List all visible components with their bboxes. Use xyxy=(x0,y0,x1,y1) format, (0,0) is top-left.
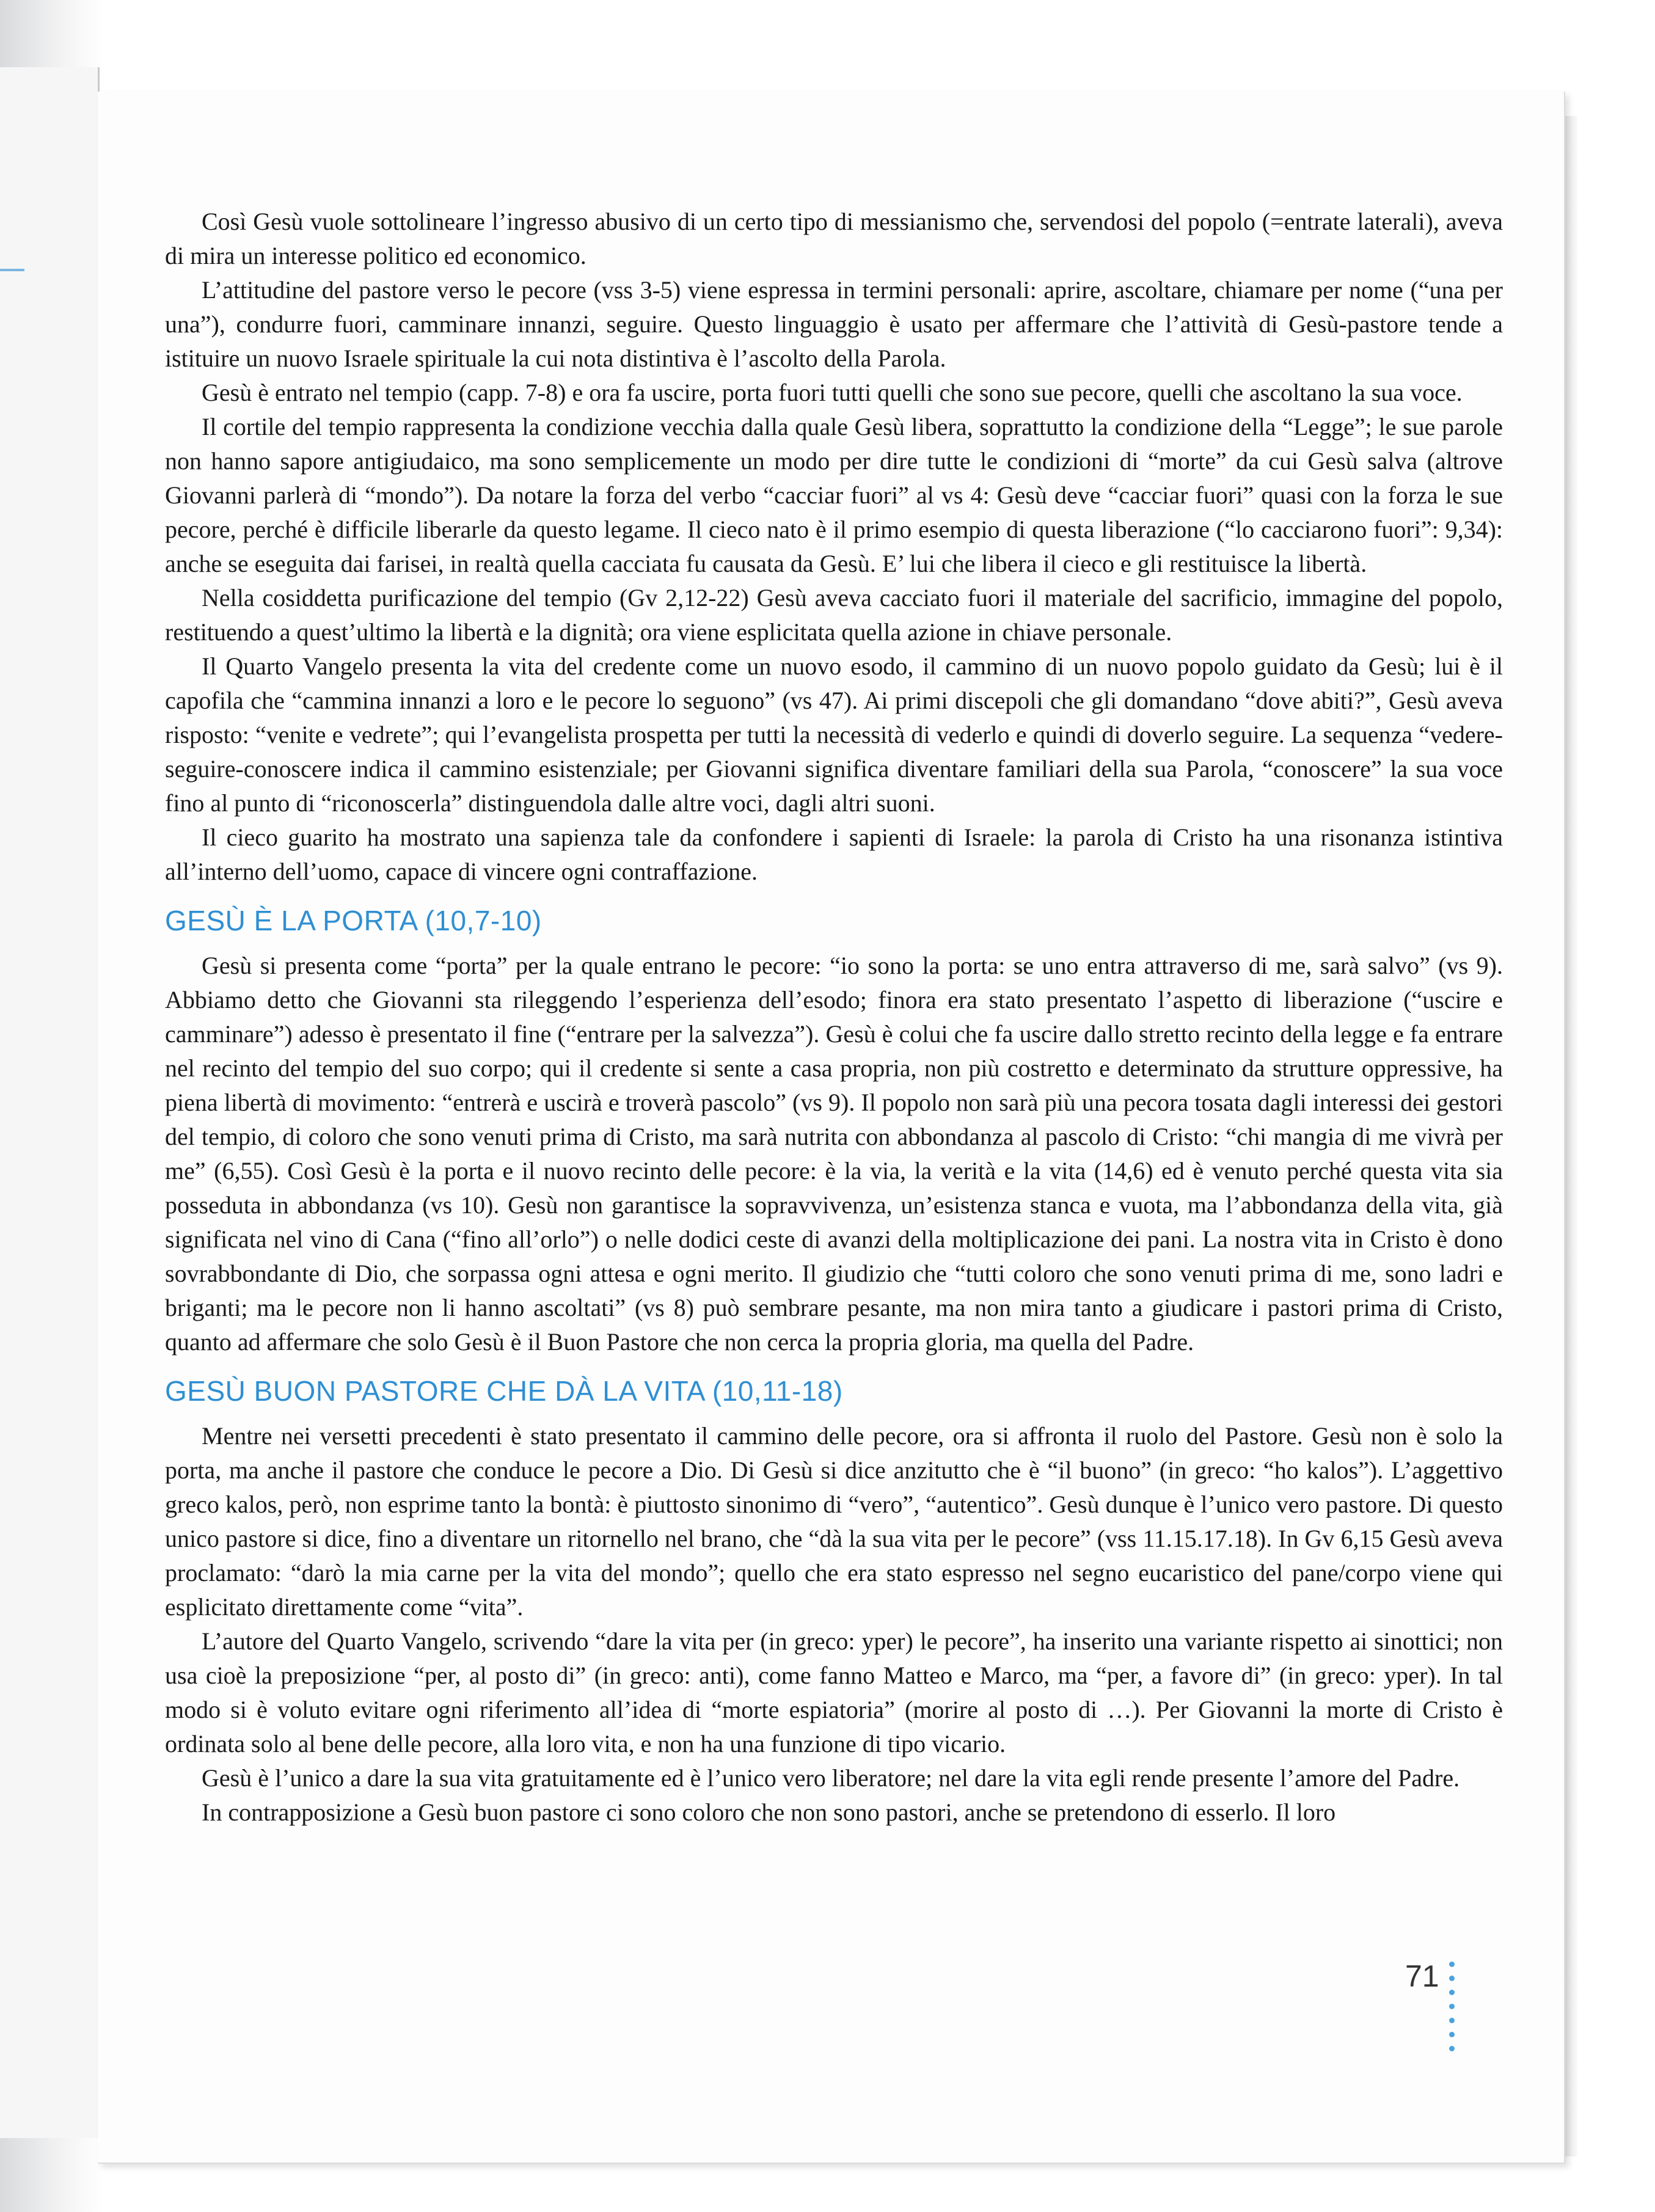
ornament-dot xyxy=(1449,2004,1455,2009)
paragraph: Gesù è entrato nel tempio (capp. 7-8) e ora fa uscire, porta fuori tutti quelli che sono sue pecore, quelli che ascoltano la sua voce. xyxy=(202,379,1463,406)
page-number: 71 xyxy=(1405,1959,1439,1993)
paragraph: Il cieco guarito ha mostrato una sapienza tale da confondere i sapienti di Israele: la parola di Cristo ha una risonanza istintiva all’interno dell’uomo, capace di vincere ogni contraffazione. xyxy=(165,823,1503,885)
ornament-dot xyxy=(1449,2018,1455,2023)
left-page-edge xyxy=(0,67,100,2138)
paragraph: L’attitudine del pastore verso le pecore (vss 3-5) viene espressa in termini personali: aprire, ascoltare, chiamare per nome (“una per una”), condurre fuori, camminare innanzi, seguire. Questo linguaggio è usato per affermare che l’attività di Gesù-pastore tende a istituire un nuovo Israele spirituale la cui nota distintiva è l’ascolto della Parola. xyxy=(165,276,1503,372)
ornament-dot xyxy=(1449,1990,1455,1995)
paragraph: Il cortile del tempio rappresenta la condizione vecchia dalla quale Gesù libera, soprattutto la condizione della “Legge”; le sue parole non hanno sapore antigiudaico, ma sono semplicemente un modo per dire tutte le condizioni di “morte” da cui Gesù salva (altrove Giovanni parlerà di “mondo”). Da notare la forza del verbo “cacciar fuori” al vs 4: Gesù deve “cacciar fuori” quasi con la forza le sue pecore, perché è difficile liberarle da questo legame. Il cieco nato è il primo esempio di questa liberazione (“lo cacciarono fuori”: 9,34): anche se eseguita dai farisei, in realtà quella cacciata fu causata da Gesù. E’ lui che libera il cieco e gli restituisce la libertà. xyxy=(165,413,1503,577)
ornament-dot xyxy=(1449,1976,1455,1981)
section-heading-porta: GESÙ È LA PORTA (10,7-10) xyxy=(165,905,542,936)
paragraph: Gesù è l’unico a dare la sua vita gratuitamente ed è l’unico vero liberatore; nel dare la vita egli rende presente l’amore del Padre. xyxy=(202,1764,1460,1792)
section-heading-buon-pastore: GESÙ BUON PASTORE CHE DÀ LA VITA (10,11-18) xyxy=(165,1375,843,1407)
paragraph: Mentre nei versetti precedenti è stato presentato il cammino delle pecore, ora si affronta il ruolo del Pastore. Gesù non è solo la porta, ma anche il pastore che conduce le pecore a Dio. Di Gesù si dice anzitutto che è “il buono” (in greco: “ho kalos”). L’aggettivo greco kalos, però, non esprime tanto la bontà: è piuttosto sinonimo di “vero”, “autentico”. Gesù dunque è l’unico vero pastore. Di questo unico pastore si dice, fino a diventare un ritornello nel brano, che “dà la sua vita per le pecore” (vss 11.15.17.18). In Gv 6,15 Gesù aveva proclamato: “darò la mia carne per la vita del mondo”; quello che era stato espresso nel segno eucaristico del pane/corpo viene qui esplicitato direttamente come “vita”. xyxy=(165,1422,1503,1621)
paragraph: Nella cosiddetta purificazione del tempio (Gv 2,12-22) Gesù aveva cacciato fuori il materiale del sacrificio, immagine del popolo, restituendo a quest’ultimo la libertà e la dignità; ora viene esplicitata quella azione in chiave personale. xyxy=(165,584,1503,646)
page-stack-edge xyxy=(1564,116,1577,2156)
paragraph: In contrapposizione a Gesù buon pastore ci sono coloro che non sono pastori, anche se pretendono di esserlo. Il loro xyxy=(202,1798,1336,1826)
page-footer xyxy=(1405,1958,1455,2051)
paragraph: Gesù si presenta come “porta” per la quale entrano le pecore: “io sono la porta: se uno entra attraverso di me, sarà salvo” (vs 9). Abbiamo detto che Giovanni sta rileggendo l’esperienza dell’esodo; finora era stato presentato l’aspetto di liberazione (“uscire e camminare”) adesso è presentato il fine (“entrare per la salvezza”). Gesù è colui che fa uscire dallo stretto recinto della legge e fa entrare nel recinto del tempio del suo corpo; qui il credente si sente a casa propria, non più costretto e determinato da strutture oppressive, ha piena libertà di movimento: “entrerà e uscirà e troverà pascolo” (vs 9). Il popolo non sarà più una pecora tosata dagli interessi dei gestori del tempio, di coloro che sono venuti prima di Cristo, ma sarà nutrita con abbondanza al pascolo di Cristo: “chi mangia di me vivrà per me” (6,55). Così Gesù è la porta e il nuovo recinto delle pecore: è la via, la verità e la vita (14,6) ed è venuto perché questa vita sia posseduta in abbondanza (vs 10). Gesù non garantisce la sopravvivenza, un’esistenza stanca e vuota, ma l’abbondanza della vita, già significata nel vino di Cana (“fino all’orlo”) o nelle dodici ceste di avanzi della moltiplicazione dei pani. La nostra vita in Cristo è dono sovrabbondante di Dio, che sorpassa ogni attesa e ogni merito. Il giudizio che “tutti coloro che sono venuti prima di me, sono ladri e briganti; ma le pecore non li hanno ascoltati” (vs 8) può sembrare pesante, ma non mira tanto a giudicare i pastori prima di Cristo, quanto ad affermare che solo Gesù è il Buon Pastore che non cerca la propria gloria, ma quella del Padre. xyxy=(165,952,1503,1356)
ornament-dot xyxy=(1449,2032,1455,2037)
paragraph: Così Gesù vuole sottolineare l’ingresso abusivo di un certo tipo di messianismo che, servendosi del popolo (=entrate laterali), aveva di mira un interesse politico ed economico. xyxy=(165,208,1503,269)
dotted-ornament xyxy=(1449,1958,1455,2051)
page-text xyxy=(165,205,1503,1830)
left-page-accent-rule xyxy=(0,269,24,271)
ornament-dot xyxy=(1449,2046,1455,2051)
book-page xyxy=(98,92,1565,2164)
paragraph: L’autore del Quarto Vangelo, scrivendo “dare la vita per (in greco: yper) le pecore”, ha inserito una variante rispetto ai sinottici; non usa cioè la preposizione “per, al posto di” (in greco: anti), come fanno Matteo e Marco, ma “per, a favore di” (in greco: yper). In tal modo si è voluto evitare ogni riferimento all’idea di “morte espiatoria” (morire al posto di …). Per Giovanni la morte di Cristo è ordinata solo al bene delle pecore, alla loro vita, e non ha una funzione di tipo vicario. xyxy=(165,1627,1503,1758)
ornament-dot xyxy=(1449,1962,1455,1967)
paragraph: Il Quarto Vangelo presenta la vita del credente come un nuovo esodo, il cammino di un nuovo popolo guidato da Gesù; lui è il capofila che “cammina innanzi a loro e le pecore lo seguono” (vs 47). Ai primi discepoli che gli domandano “dove abiti?”, Gesù aveva risposto: “venite e vedrete”; qui l’evangelista prospetta per tutti la necessità di vederlo e quindi di doverlo seguire. La sequenza “vedere-seguire-conoscere indica il cammino esistenziale; per Giovanni significa diventare familiari della sua Parola, “conoscere” la sua voce fino al punto di “riconoscerla” distinguendola dalle altre voci, dagli altri suoni. xyxy=(165,652,1503,817)
